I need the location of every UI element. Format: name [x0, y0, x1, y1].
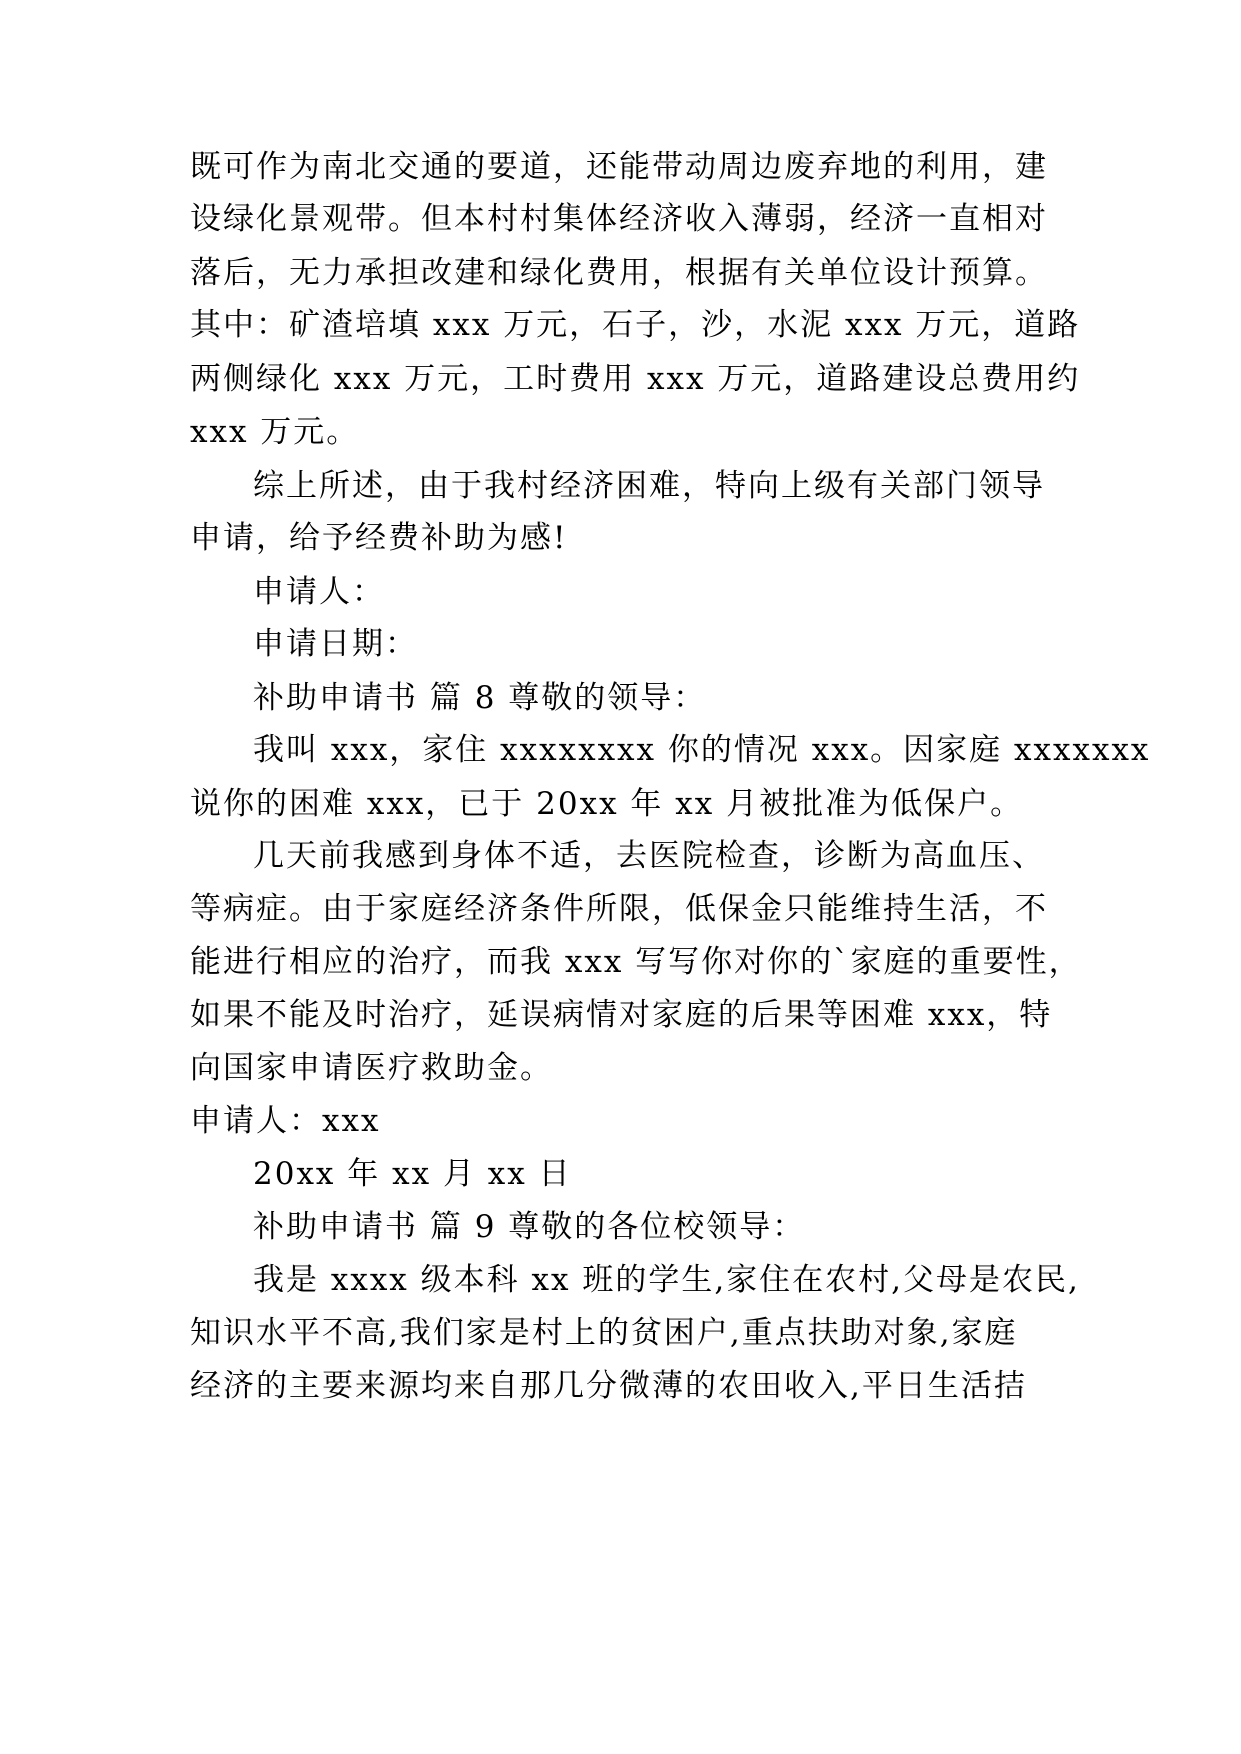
text-line: 能进行相应的治疗，而我 xxx 写写你对你的`家庭的重要性，	[190, 944, 1082, 980]
text-line: 几天前我感到身体不适，去医院检查，诊断为高血压、	[253, 838, 1045, 874]
text-line: 其中：矿渣培填 xxx 万元，石子，沙，水泥 xxx 万元，道路	[190, 307, 1081, 343]
text-line: 落后，无力承担改建和绿化费用，根据有关单位设计预算。	[190, 255, 1048, 291]
text-line: 向国家申请医疗救助金。	[190, 1050, 553, 1086]
text-line: 知识水平不高,我们家是村上的贫困户,重点扶助对象,家庭	[190, 1315, 1018, 1351]
text-line: 两侧绿化 xxx 万元，工时费用 xxx 万元，道路建设总费用约	[190, 361, 1081, 397]
text-line: 经济的主要来源均来自那几分微薄的农田收入,平日生活拮	[190, 1368, 1027, 1404]
section-heading: 补助申请书 篇 8 尊敬的领导：	[253, 680, 707, 716]
applicant-label: 申请人：	[253, 574, 385, 610]
text-line: 如果不能及时治疗，延误病情对家庭的后果等困难 xxx，特	[190, 997, 1053, 1033]
text-line: 申请，给予经费补助为感!	[190, 520, 568, 556]
application-date-label: 申请日期：	[253, 626, 418, 662]
text-line: 我是 xxxx 级本科 xx 班的学生,家住在农村,父母是农民,	[253, 1262, 1080, 1298]
text-line: 既可作为南北交通的要道，还能带动周边废弃地的利用，建	[190, 149, 1048, 185]
text-line: 说你的困难 xxx，已于 20xx 年 xx 月被批准为低保户。	[190, 786, 1024, 822]
applicant-signature: 申请人：xxx	[190, 1103, 381, 1139]
text-line: 我叫 xxx，家住 xxxxxxxx 你的情况 xxx。因家庭 xxxxxxx	[253, 732, 1151, 768]
text-line: 综上所述，由于我村经济困难，特向上级有关部门领导	[253, 468, 1045, 504]
text-line: 设绿化景观带。但本村村集体经济收入薄弱，经济一直相对	[190, 201, 1048, 237]
text-line: xxx 万元。	[190, 414, 360, 450]
section-heading: 补助申请书 篇 9 尊敬的各位校领导：	[253, 1209, 806, 1245]
text-line: 等病症。由于家庭经济条件所限，低保金只能维持生活，不	[190, 891, 1048, 927]
date-line: 20xx 年 xx 月 xx 日	[253, 1156, 572, 1192]
